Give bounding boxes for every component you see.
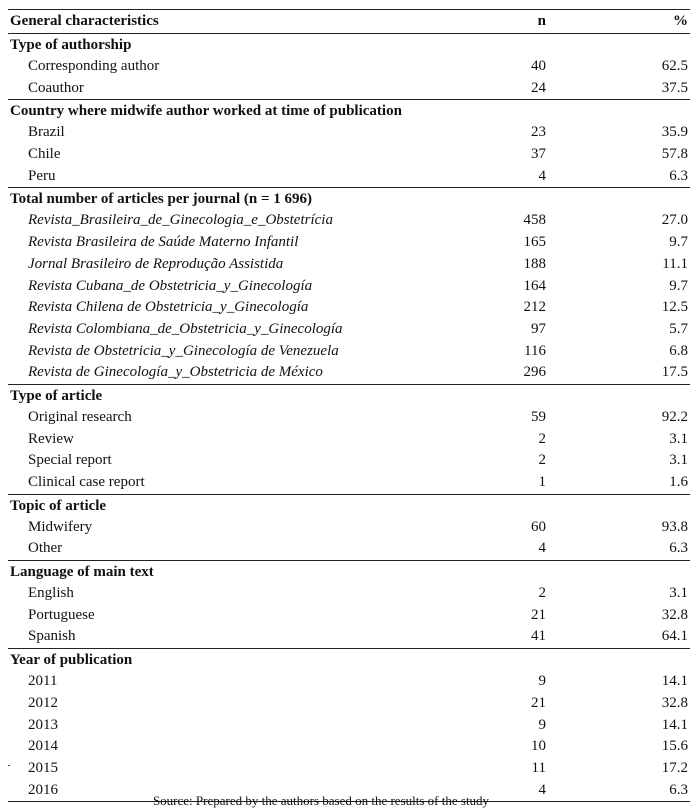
row-n: 97: [531, 320, 546, 337]
table-row: [8, 626, 690, 648]
table-row: [8, 297, 690, 319]
row-label: Revista Brasileira de Saúde Materno Infantil: [28, 234, 299, 251]
row-label: Revista de Obstetricia_y_Ginecología de Venezuela: [28, 342, 339, 359]
row-pct: 5.7: [669, 320, 688, 337]
table-source-note: Source: Prepared by the authors based on the results of the study: [152, 793, 490, 808]
row-n: 2: [538, 585, 546, 602]
row-pct: 3.1: [669, 430, 688, 447]
row-pct: 6.3: [669, 781, 688, 798]
table-section: [8, 495, 690, 561]
table-row: [8, 429, 690, 451]
table-row: [8, 78, 690, 100]
row-n: 165: [523, 234, 546, 251]
table-row: [8, 671, 690, 693]
row-n: 212: [523, 299, 546, 316]
row-n: 458: [523, 212, 546, 229]
row-pct: 92.2: [661, 408, 688, 425]
table-section: [8, 188, 690, 385]
section-title: Type of article: [10, 387, 103, 404]
row-pct: 11.1: [662, 255, 688, 272]
table-body: [8, 34, 690, 802]
row-pct: 32.8: [661, 606, 688, 623]
row-n: 21: [531, 694, 546, 711]
row-n: 40: [531, 58, 546, 74]
row-pct: 17.2: [661, 759, 688, 776]
table-section: [8, 34, 690, 100]
row-n: 9: [538, 716, 546, 733]
row-label: Spanish: [28, 628, 76, 645]
row-label: Revista_Brasileira_de_Ginecologia_e_Obstetrícia: [28, 212, 333, 229]
row-label: Revista Cubana_de Obstetricia_y_Ginecología: [28, 277, 313, 294]
characteristics-table: [8, 9, 690, 802]
row-n: 60: [531, 518, 546, 535]
row-label: Chile: [28, 146, 61, 163]
row-n: 188: [523, 255, 546, 272]
table-row: [8, 254, 690, 276]
row-pct: 37.5: [661, 79, 688, 96]
section-title: Total number of articles per journal (n = 1 696): [10, 191, 313, 208]
table-row: [8, 758, 690, 780]
row-n: 41: [531, 628, 546, 645]
header-n: n: [537, 13, 546, 29]
row-n: 21: [531, 606, 546, 623]
row-n: 2: [538, 452, 546, 469]
table-row: [8, 736, 690, 758]
row-n: 4: [538, 540, 546, 557]
header-label: General characteristics: [10, 13, 159, 29]
row-pct: 14.1: [661, 673, 688, 690]
row-n: 24: [531, 79, 546, 96]
table-section: [8, 100, 690, 188]
table-row: [8, 56, 690, 78]
row-n: 37: [531, 146, 546, 163]
row-pct: 9.7: [669, 277, 688, 294]
row-n: 296: [523, 364, 546, 381]
table-row: [8, 144, 690, 166]
row-n: 4: [538, 781, 546, 798]
stray-mark: [8, 765, 10, 766]
row-label: 2012: [28, 694, 58, 711]
table-row: [8, 210, 690, 232]
row-pct: 93.8: [661, 518, 688, 535]
row-n: 1: [538, 474, 546, 490]
row-n: 9: [538, 673, 546, 690]
table-row: [8, 517, 690, 539]
header-pct: %: [673, 13, 688, 29]
section-title: Year of publication: [10, 652, 133, 669]
section-title: Language of main text: [10, 564, 154, 581]
section-title: Country where midwife author worked at time of publication: [10, 103, 402, 120]
row-pct: 9.7: [669, 234, 688, 251]
table-row: [8, 583, 690, 605]
row-label: 2011: [28, 673, 58, 690]
row-pct: 6.3: [669, 540, 688, 557]
row-pct: 27.0: [661, 212, 688, 229]
row-pct: 3.1: [669, 585, 688, 602]
row-label: Revista Chilena de Obstetricia_y_Ginecología: [28, 299, 309, 316]
row-label: Special report: [28, 452, 112, 469]
row-label: Jornal Brasileiro de Reprodução Assistida: [28, 255, 284, 272]
table-row: [8, 538, 690, 560]
row-pct: 14.1: [661, 716, 688, 733]
table-row: [8, 276, 690, 298]
table-section: [8, 385, 690, 495]
row-pct: 35.9: [661, 124, 688, 141]
table-row: [8, 715, 690, 737]
row-label: 2015: [28, 759, 58, 776]
row-pct: 3.1: [669, 452, 688, 469]
table-row: [8, 319, 690, 341]
section-title: Topic of article: [10, 497, 107, 514]
table-row: [8, 122, 690, 144]
row-label: 2013: [28, 716, 58, 733]
table-section: [8, 561, 690, 649]
row-label: Other: [28, 540, 63, 557]
row-label: Coauthor: [28, 79, 84, 96]
table-row: [8, 232, 690, 254]
table-row: [8, 166, 690, 188]
row-label: Clinical case report: [28, 474, 145, 490]
row-pct: 32.8: [661, 694, 688, 711]
row-label: Revista Colombiana_de_Obstetricia_y_Ginecología: [28, 320, 343, 337]
row-n: 164: [523, 277, 546, 294]
row-pct: 1.6: [669, 474, 688, 490]
row-pct: 6.3: [669, 167, 688, 184]
row-pct: 6.8: [669, 342, 688, 359]
table-row: [8, 341, 690, 363]
table-row: [8, 450, 690, 472]
row-n: 59: [531, 408, 546, 425]
table-header-row: [8, 9, 690, 34]
table-row: [8, 472, 690, 494]
row-n: 23: [531, 124, 546, 141]
row-n: 4: [538, 167, 546, 184]
row-pct: 15.6: [661, 738, 688, 755]
row-label: Original research: [28, 408, 132, 425]
row-pct: 17.5: [661, 364, 688, 381]
row-label: Peru: [28, 167, 56, 184]
row-label: 2016: [28, 781, 58, 798]
row-pct: 62.5: [661, 58, 688, 74]
row-label: Midwifery: [28, 518, 93, 535]
table-row: [8, 605, 690, 627]
row-label: Corresponding author: [28, 58, 160, 74]
row-pct: 57.8: [661, 146, 688, 163]
row-n: 10: [531, 738, 546, 755]
table-row: [8, 407, 690, 429]
row-label: 2014: [28, 738, 58, 755]
row-pct: 12.5: [661, 299, 688, 316]
row-n: 116: [524, 342, 546, 359]
table-section: [8, 649, 690, 802]
row-label: Brazil: [28, 124, 65, 141]
section-title: Type of authorship: [10, 37, 132, 53]
row-label: Portuguese: [28, 606, 95, 623]
row-label: English: [28, 585, 74, 602]
row-pct: 64.1: [661, 628, 688, 645]
row-label: Revista de Ginecología_y_Obstetricia de México: [28, 364, 323, 381]
table-row: [8, 362, 690, 384]
row-n: 11: [531, 759, 546, 776]
row-label: Review: [28, 430, 74, 447]
row-n: 2: [538, 430, 546, 447]
table-row: [8, 693, 690, 715]
